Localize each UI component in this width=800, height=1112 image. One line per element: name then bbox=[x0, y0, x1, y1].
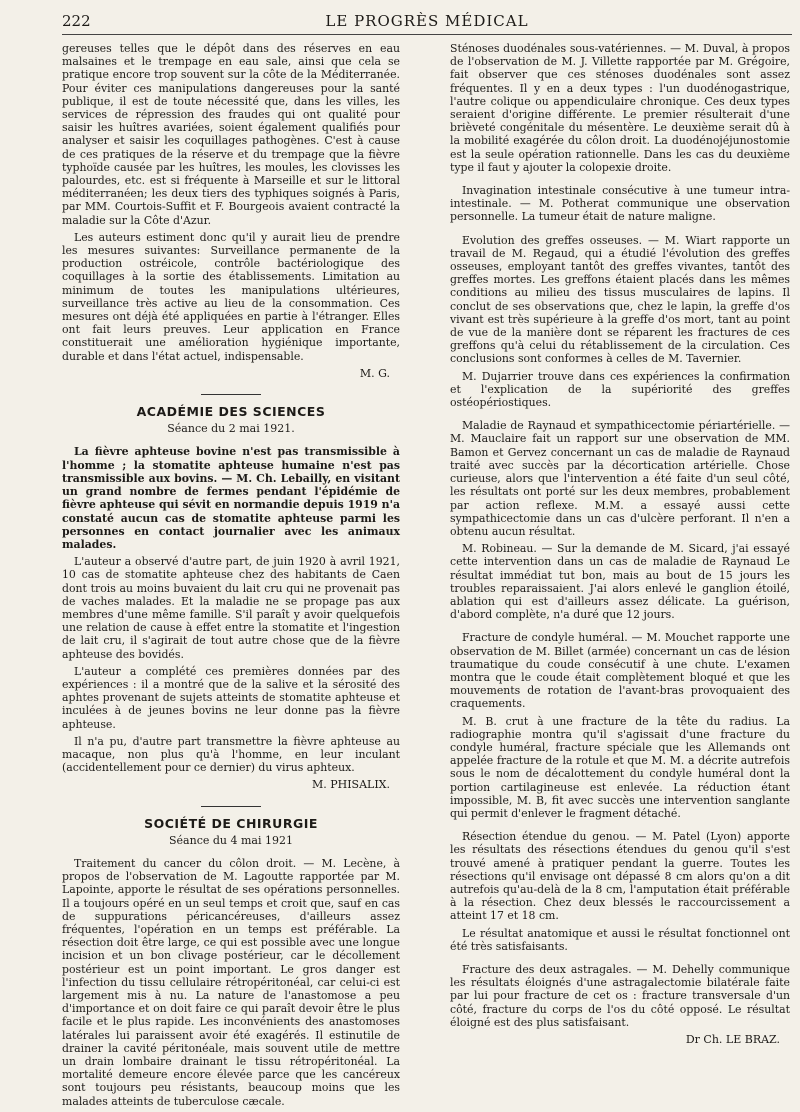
paragraph: Sténoses duodénales sous-vatériennes. — M. Duval, à propos de l'observation de M. J. Villette rapportée par M. Grégoire, fait observer que ces sténoses duodénales sont assez fréquentes. Il y en a deux types : l'un duodénogastrique, l'autre colique ou appendiculaire chronique. Ces deux types seraient d'origine différente. Le premier résulterait d'une brièveté congénitale du mésentère. Le deuxième serait dû à la mobilité exagérée du côlon droit. La duodénojéjunostomie est la seule opération rationnelle. Dans les cas du deuxième type il faut y ajouter la colopexie droite. bbox=[450, 42, 790, 174]
paragraph: Invagination intestinale consécutive à une tumeur intra-intestinale. — M. Potherat communique une observation personnelle. La tumeur était de nature maligne. bbox=[450, 184, 790, 224]
left-column bbox=[62, 42, 400, 1112]
page-number: 222 bbox=[62, 12, 91, 30]
signature: Dr Ch. LE BRAZ. bbox=[685, 1033, 780, 1047]
paragraph: Maladie de Raynaud et sympathicectomie périartérielle. — M. Mauclaire fait un rapport sur une observation de MM. Bamon et Gervez concernant un cas de maladie de Raynaud traité avec succès par la décortication artérielle. Chose curieuse, alors que l'intervention a été faite d'un seul côté, les résultats ont porté sur les deux membres, probablement par action reflexe. M.M. a essayé aussi cette sympathicectomie dans un cas d'ulcère perforant. Il n'en a obtenu aucun résultat. bbox=[450, 419, 790, 538]
paragraph: Il n'a pu, d'autre part transmettre la fièvre aphteuse au macaque, non plus qu'à l'homme, en leur inculant (accidentellement pour ce dernier) du virus aphteux. bbox=[62, 734, 400, 775]
paragraph: L'auteur a observé d'autre part, de juin 1920 à avril 1921, 10 cas de stomatite aphteuse chez des habitants de Caen dont trois au moins buvaient du lait cru qui ne provenait pas de vaches malades. Et la maladie ne se propage pas aux membres d'une même famille. S'il paraît y avoir quelquefois une relation de cause à effet entre la stomatite et l'ingestion de lait cru, il s'agirait de tout autre chose que de la fièvre aphteuse des bovidés. bbox=[62, 555, 400, 661]
page-header bbox=[62, 10, 792, 35]
paragraph: Evolution des greffes osseuses. — M. Wiart rapporte un travail de M. Regaud, qui a étudié l'évolution des greffes osseuses, employant tantôt des greffes vivantes, tantôt des greffes mortes. Les greffons étaient placés dans les mêmes conditions au milieu des tissus musculaires de lapins. Il conclut de ses observations que, chez le lapin, la greffe d'os vivant est très supérieure à la greffe d'os mort, tant au point de vue de la manière dont se réparent les fractures de ces greffons qu'à celui du rétablissement de la circulation. Ces conclusions sont conformes à celles de M. Tavernier. bbox=[450, 233, 790, 366]
paragraph: La fièvre aphteuse bovine n'est pas transmissible à l'homme ; la stomatite aphteuse humaine n'est pas transmissible aux bovins. — M. Ch. Lebailly, en visitant un grand nombre de fermes pendant l'épidémie de fièvre aphteuse qui sévit en normandie depuis 1919 n'a constaté aucun cas de stomatite aphteuse parmi les personnes en contact journalier avec les animaux malades. bbox=[62, 445, 400, 551]
running-title: LE PROGRÈS MÉDICAL bbox=[325, 12, 529, 30]
right-column bbox=[450, 42, 790, 1050]
section-date: Séance du 2 mai 1921. bbox=[167, 422, 295, 436]
paragraph: Fracture des deux astragales. — M. Dehelly communique les résultats éloignés d'une astragalectomie bilatérale faite par lui pour fracture de cet os : fracture transversale d'un côté, fracture du corps de l'os du côté opposé. Le résultat éloigné est des plus satisfaisant. bbox=[450, 963, 790, 1029]
paragraph: gereuses telles que le dépôt dans des réserves en eau malsaines et le trempage en eau sale, ainsi que cela se pratique encore trop souvent sur la côte de la Méditerranée. Pour éviter ces manipulations dangereuses pour la santé publique, il est de toute nécessité que, dans les villes, les services de répression des fraudes qui ont qualité pour saisir les huîtres avariées, soient également qualifiés pour analyser et saisir les coquillages pathogènes. C'est à cause de ces pratiques de la réserve et du trempage que la fièvre typhoïde causée par les huîtres, les moules, les clovisses les palourdes, etc. est si fréquente à Marseille et sur le littoral méditerranéen; les deux tiers des typhiques soignés à Paris, par MM. Courtois-Suffit et F. Bourgeois avaient contracté la maladie sur la Côte d'Azur. bbox=[62, 42, 400, 227]
divider bbox=[201, 806, 261, 807]
paragraph: L'auteur a complété ces premières données par des expériences : il a montré que de la salive et la sérosité des aphtes provenant de sujets atteints de stomatite aphteuse et inculées à de jeunes bovins ne leur donne pas la fièvre aphteuse. bbox=[62, 664, 400, 731]
paragraph: M. B. crut à une fracture de la tête du radius. La radiographie montra qu'il s'agissait d'une fracture du condyle huméral, fracture spéciale que les Allemands ont appelée fracture de la rotule et que M. M. a décrite autrefois sous le nom de décalottement du condyle huméral dont la portion cartilagineuse est enlevée. La réduction étant impossible, M. B, fit avec succès une intervention sanglante qui permit d'enlever le fragment détaché. bbox=[450, 714, 790, 820]
section-date: Séance du 4 mai 1921 bbox=[169, 833, 293, 847]
signature: M. PHISALIX. bbox=[311, 778, 390, 792]
signature: M. G. bbox=[359, 366, 390, 380]
divider bbox=[201, 394, 261, 395]
paragraph: Les auteurs estiment donc qu'il y aurait lieu de prendre les mesures suivantes: Surveillance permanente de la production ostréicole, contrôle bactériologique des coquillages à la sortie des établissements. Limitation au minimum de toutes les manipulations ultérieures, surveillance très active au lieu de la consommation. Ces mesures ont déjà été appliquées en partie à l'étranger. Elles ont fait leurs preuves. Leur application en France constituerait une amélioration hygiénique importante, durable et dans l'état actuel, indispensable. bbox=[62, 230, 400, 363]
paragraph: Résection étendue du genou. — M. Patel (Lyon) apporte les résultats des résections étendues du genou qu'il s'est trouvé amené à pratiquer pendant la guerre. Toutes les résections qu'il envisage ont dépassé 8 cm alors qu'on a dit autrefois qu'au-delà de la 8 cm, l'amputation était préférable à la résection. Chez deux blessés le raccourcissement a atteint 17 et 18 cm. bbox=[450, 830, 790, 923]
paragraph: Fracture de condyle huméral. — M. Mouchet rapporte une observation de M. Billet (armée) concernant un cas de lésion traumatique du coude consécutif à une chute. L'examen montra que le coude était complètement bloqué et que les mouvements de rotation de l'avant-bras provoquaient des craquements. bbox=[450, 631, 790, 711]
paragraph: Traitement du cancer du côlon droit. — M. Lecène, à propos de l'observation de M. Lagoutte rapportée par M. Lapointe, apporte le résultat de ses opérations personnelles. Il a toujours opéré en un seul temps et croit que, sauf en cas de suppurations péricancéreuses, d'ailleurs assez fréquentes, l'opération en un temps est préférable. La résection doit être large, ce qui est possible avec une longue incision et un bon clivage postérieur, car le décollement postérieur est un point important. Le gros danger est l'infection du tissu cellulaire rétropéritonéal, car celui-ci est largement mis à nu. La nature de l'anastomose a peu d'importance et on doit faire ce qui paraît devoir être le plus facile et le plus rapide. Les inconvénients des anastomoses latérales lui paraissent avoir été exagérés. Il estinutile de drainer la cavité péritonéale, mais souvent utile de mettre un drain lombaire drainant le tissu rétropéritonéal. La mortalité demeure encore élevée parce que les cancéreux sont toujours peu résistants, beaucoup moins que les malades atteints de tuberculose cæcale. bbox=[62, 856, 400, 1108]
paragraph: M. Dujarrier trouve dans ces expériences la confirmation et l'explication de la supériorité des greffes ostéopériostiques. bbox=[450, 369, 790, 410]
paragraph: M. Robineau. — Sur la demande de M. Sicard, j'ai essayé cette intervention dans un cas de maladie de Raynaud Le résultat immédiat tut bon, mais au bout de 15 jours les troubles reparaissaient. J'ai alors enlevé le ganglion étoilé, ablation qui est d'ailleurs assez délicate. La guérison, d'abord complète, n'a duré que 12 jours. bbox=[450, 542, 790, 622]
section-heading: SOCIÉTÉ DE CHIRURGIE bbox=[144, 815, 318, 831]
paragraph: Le résultat anatomique et aussi le résultat fonctionnel ont été très satisfaisants. bbox=[450, 926, 790, 953]
section-heading: ACADÉMIE DES SCIENCES bbox=[136, 404, 326, 420]
